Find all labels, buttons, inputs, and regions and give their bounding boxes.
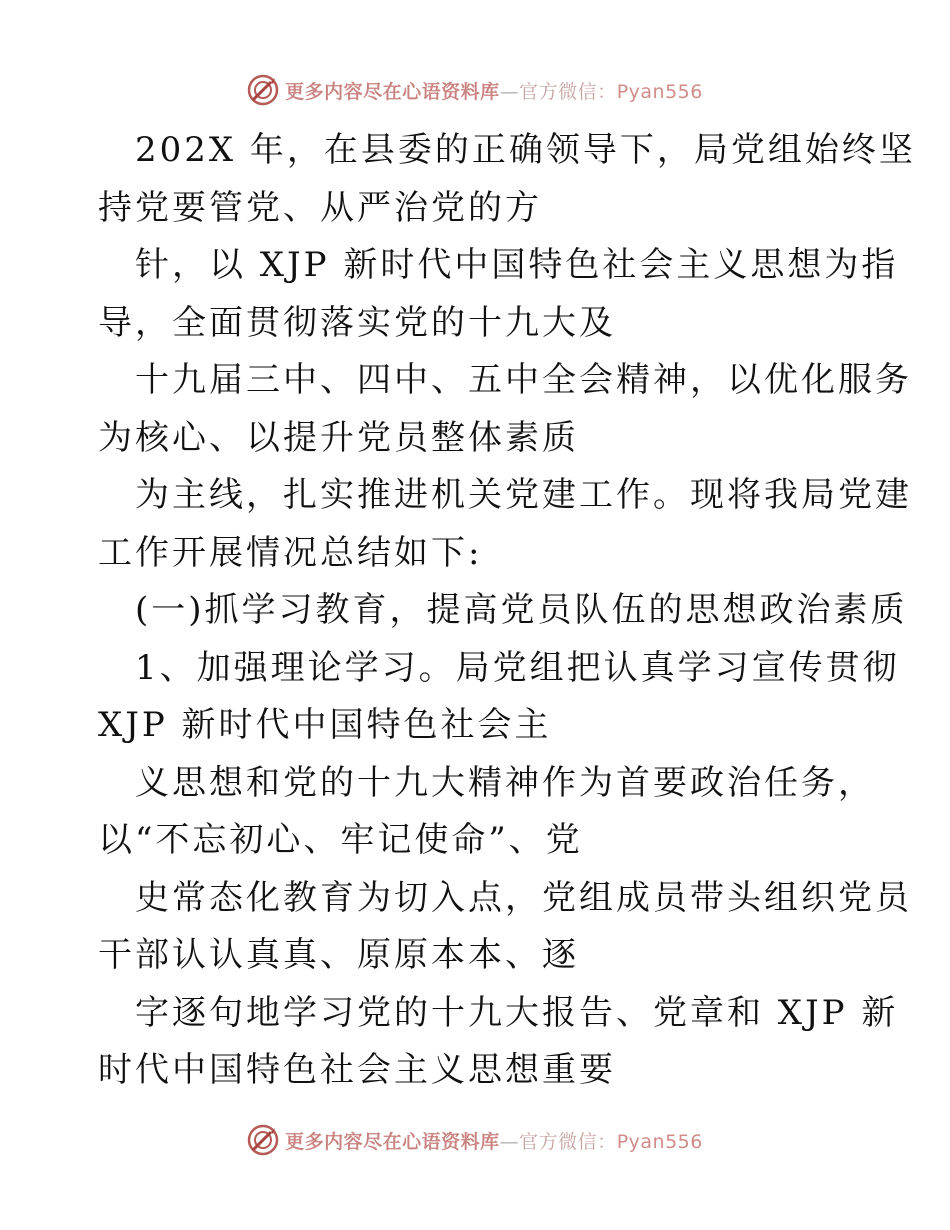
text-line: 1、加强理论学习。局党组把认真学习宣传贯彻 (135, 647, 900, 688)
text-line: 干部认认真真、原原本本、逐 (98, 935, 579, 975)
header-watermark (0, 70, 950, 110)
watermark-main: 更多内容尽在心语资料库 (285, 1130, 500, 1153)
watermark-dash: — (499, 80, 520, 103)
text-line: 十九届三中、四中、五中全会精神，以优化服务 (135, 360, 912, 400)
section-heading: (一)抓学习教育，提高党员队伍的思想政治素质 (135, 590, 908, 630)
watermark-sub: 官方微信： (519, 1130, 617, 1153)
footer-watermark (0, 1120, 950, 1160)
watermark-id: Pyan556 (616, 1130, 703, 1153)
text-line: XJP 新时代中国特色社会主 (98, 705, 552, 745)
text-line: 针，以 XJP 新时代中国特色社会主义思想为指 (135, 245, 899, 285)
text-line: 字逐句地学习党的十九大报告、党章和 XJP 新 (135, 992, 899, 1033)
document-body (98, 122, 916, 1100)
watermark-id: Pyan556 (616, 80, 703, 103)
logo-icon (247, 74, 279, 106)
text-line: 为核心、以提升党员整体素质 (98, 417, 579, 458)
text-line: 导，全面贯彻落实党的十九大及 (98, 302, 616, 343)
watermark-main: 更多内容尽在心语资料库 (285, 80, 500, 103)
watermark-dash: — (499, 1130, 520, 1153)
text-line: 工作开展情况总结如下: (98, 532, 483, 573)
logo-icon (247, 1124, 279, 1156)
text-line: 持党要管党、从严治党的方 (98, 187, 542, 228)
text-line: 义思想和党的十九大精神作为首要政治任务， (135, 762, 875, 803)
text-line: 202X 年，在县委的正确领导下，局党组始终坚 (135, 130, 916, 170)
text-line: 为主线，扎实推进机关党建工作。现将我局党建 (135, 475, 912, 515)
watermark-text (285, 77, 703, 104)
text-line: 以“不忘初心、牢记使命”、党 (98, 820, 583, 860)
text-line: 史常态化教育为切入点，党组成员带头组织党员 (135, 877, 912, 918)
watermark-sub: 官方微信： (519, 80, 617, 103)
text-line: 时代中国特色社会主义思想重要 (98, 1050, 616, 1090)
watermark-text (285, 1127, 703, 1154)
